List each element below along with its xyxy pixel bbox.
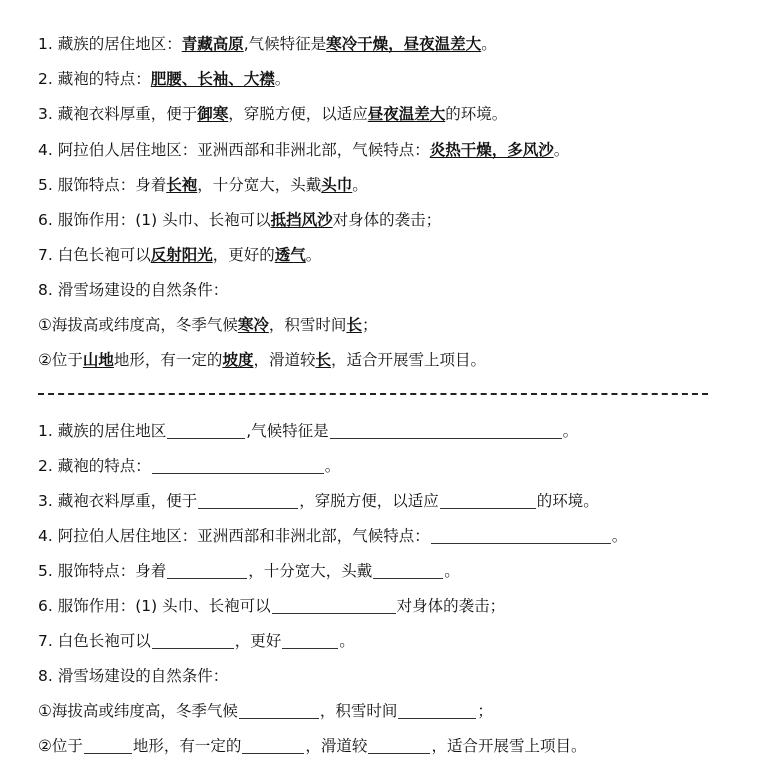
dashed-divider (38, 393, 708, 395)
blank-field[interactable] (167, 420, 245, 439)
question-text: 。 (444, 562, 460, 580)
blank-field[interactable] (152, 630, 234, 649)
question-text: 3. 藏袍衣料厚重，便于 (38, 105, 198, 123)
answer-text: 山地 (82, 351, 114, 369)
question-text: 的环境。 (445, 105, 508, 123)
answer-text: 炎热干燥，多风沙 (429, 141, 554, 159)
answer-text: 头巾 (321, 176, 353, 194)
question-text: 。 (339, 632, 355, 650)
blanks-line-10 (38, 732, 586, 760)
blank-field[interactable] (242, 735, 304, 754)
blanks-line-8 (38, 662, 228, 690)
question-text: 对身体的袭击； (332, 211, 442, 229)
question-text: 2. 藏袍的特点： (38, 70, 151, 88)
answer-text: 长 (315, 351, 331, 369)
answer-text: 昼夜温差大 (367, 105, 446, 123)
blank-field[interactable] (373, 560, 443, 579)
answer-text: 寒冷干燥，昼夜温差大 (326, 35, 482, 53)
question-text: ，十分宽大，头戴 (248, 562, 373, 580)
question-text: 7. 白色长袍可以 (38, 246, 151, 264)
answered-line-3 (38, 100, 507, 128)
question-text: ，更好 (234, 632, 282, 650)
blank-field[interactable] (152, 455, 324, 474)
question-text: ，积雪时间 (319, 702, 398, 720)
question-text: 。 (274, 70, 291, 88)
question-text: ，更好的 (212, 246, 275, 264)
blanks-line-6 (38, 592, 505, 620)
question-text: 5. 服饰特点：身着 (38, 562, 167, 580)
blanks-line-5 (38, 557, 460, 585)
answer-text: 坡度 (222, 351, 254, 369)
question-text: ，十分宽大，头戴 (197, 176, 322, 194)
question-text: ，适合开展雪上项目。 (330, 351, 486, 369)
answer-text: 长 (346, 316, 362, 334)
question-text: 2. 藏袍的特点： (38, 457, 151, 475)
blanks-line-3 (38, 487, 599, 515)
question-text: 1. 藏族的居住地区： (38, 35, 182, 53)
question-text: 。 (611, 527, 628, 545)
answered-line-10 (38, 346, 486, 374)
blanks-line-9 (38, 697, 493, 725)
answer-text: 反射阳光 (150, 246, 213, 264)
blank-field[interactable] (167, 560, 247, 579)
answered-line-9 (38, 311, 377, 339)
question-text: 。 (324, 457, 341, 475)
blanks-line-4 (38, 522, 627, 550)
answer-text: 透气 (274, 246, 306, 264)
question-text: ②位于 (38, 737, 83, 755)
question-text: 5. 服饰特点：身着 (38, 176, 167, 194)
question-text: ，滑道较 (305, 737, 368, 755)
question-text: ,气候特征是 (246, 422, 329, 440)
blank-field[interactable] (330, 420, 562, 439)
answer-text: 寒冷 (237, 316, 269, 334)
question-text: 。 (305, 246, 322, 264)
blank-field[interactable] (272, 595, 396, 614)
answered-line-8 (38, 276, 228, 304)
question-text: 。 (553, 141, 570, 159)
question-text: 。 (481, 35, 497, 53)
question-text: ,气候特征是 (243, 35, 327, 53)
blank-field[interactable] (398, 700, 476, 719)
blank-field[interactable] (282, 630, 338, 649)
question-text: ，穿脱方便，以适应 (299, 492, 439, 510)
blank-field[interactable] (431, 525, 611, 544)
question-text: 地形，有一定的 (113, 351, 223, 369)
question-text: ①海拔高或纬度高，冬季气候 (38, 316, 238, 334)
blank-field[interactable] (440, 490, 536, 509)
question-text: 8. 滑雪场建设的自然条件： (38, 667, 229, 685)
question-text: ； (361, 316, 378, 334)
blanks-line-7 (38, 627, 355, 655)
question-text: ，积雪时间 (268, 316, 347, 334)
question-text: 。 (352, 176, 368, 194)
answered-line-6 (38, 206, 441, 234)
answer-text: 御寒 (197, 105, 229, 123)
question-text: ①海拔高或纬度高，冬季气候 (38, 702, 238, 720)
blank-field[interactable] (239, 700, 319, 719)
answer-text: 青藏高原 (181, 35, 244, 53)
question-text: 。 (562, 422, 579, 440)
question-text: 对身体的袭击； (396, 597, 506, 615)
question-text: 4. 阿拉伯人居住地区：亚洲西部和非洲北部，气候特点： (38, 527, 430, 545)
question-text: 的环境。 (536, 492, 599, 510)
blanks-line-1 (38, 417, 578, 445)
question-text: ，穿脱方便，以适应 (228, 105, 368, 123)
blank-field[interactable] (84, 735, 132, 754)
answered-line-5 (38, 171, 368, 199)
question-text: 6. 服饰作用：(1) 头巾、长袍可以 (38, 597, 271, 615)
answered-line-2 (38, 65, 290, 93)
answered-line-7 (38, 241, 321, 269)
answer-text: 长袍 (166, 176, 198, 194)
question-text: 4. 阿拉伯人居住地区：亚洲西部和非洲北部，气候特点： (38, 141, 430, 159)
answer-text: 肥腰、长袖、大襟 (150, 70, 275, 88)
question-text: 7. 白色长袍可以 (38, 632, 151, 650)
question-text: 3. 藏袍衣料厚重，便于 (38, 492, 198, 510)
question-text: ，滑道较 (253, 351, 316, 369)
question-text: 1. 藏族的居住地区 (38, 422, 167, 440)
answered-line-4 (38, 136, 569, 164)
question-text: ②位于 (38, 351, 83, 369)
question-text: ，适合开展雪上项目。 (431, 737, 587, 755)
question-text: 地形，有一定的 (132, 737, 242, 755)
question-text: 6. 服饰作用：(1) 头巾、长袍可以 (38, 211, 271, 229)
blank-field[interactable] (198, 490, 298, 509)
question-text: ； (477, 702, 493, 720)
answered-line-1 (38, 30, 497, 58)
answer-text: 抵挡风沙 (270, 211, 333, 229)
blank-field[interactable] (368, 735, 430, 754)
blanks-line-2 (38, 452, 340, 480)
question-text: 8. 滑雪场建设的自然条件： (38, 281, 229, 299)
